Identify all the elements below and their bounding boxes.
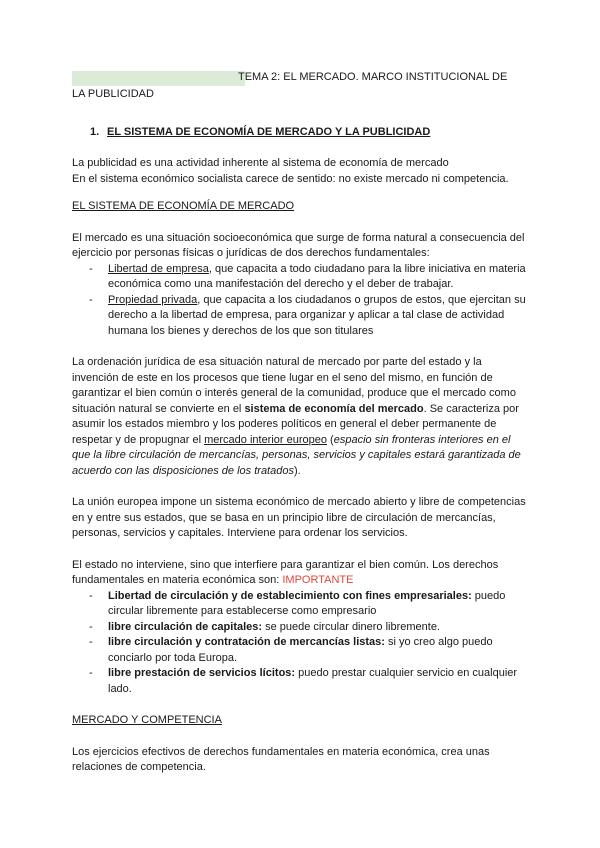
section-heading-text: EL SISTEMA DE ECONOMÍA DE MERCADO Y LA PUBLICIDAD <box>107 125 431 138</box>
section-heading <box>90 125 528 141</box>
list-item-term: libre prestación de servicios lícitos: <box>108 667 296 679</box>
list-item-text: , que capacita a todo ciudadano para la libre iniciativa en materia económica como una manifestación del derecho y el deber de trabajar. <box>108 262 526 290</box>
list-item-text: si yo creo algo puedo conciarlo por toda Europa. <box>108 636 493 664</box>
document-page <box>72 70 528 776</box>
intro-line-1: La publicidad es una actividad inherente al sistema de economía de mercado <box>72 157 449 169</box>
list-item-text: puedo prestar cualquier servicio en cualquier lado. <box>108 667 518 695</box>
list-item <box>72 293 528 340</box>
intro-line-2: En el sistema económico socialista carece de sentido: no existe mercado ni competencia. <box>72 172 509 185</box>
paragraph-text: La ordenación jurídica de esa situación natural de mercado por parte del estado y la invención de este en los procesos que tiene lugar en el seno del mismo, en función de garantizar el bien común o interés general de la comunidad, produce que el mercado como situación natural se convierte en el <box>72 356 516 415</box>
document-title <box>72 70 528 86</box>
list-item <box>72 262 528 293</box>
title-highlight <box>72 71 245 86</box>
bold-term: sistema de economía del mercado <box>244 402 424 415</box>
dash-bullet: - <box>89 636 93 648</box>
list-item-term: Propiedad privada <box>108 293 198 306</box>
list-item-text: se puede circular dinero libremente. <box>262 620 440 633</box>
dash-bullet: - <box>89 293 93 306</box>
list-item-term: Libertad de empresa <box>108 262 209 275</box>
title-topic-name: : EL MERCADO. MARCO INSTITUCIONAL DE <box>277 71 508 83</box>
subsection-heading-market-economy: EL SISTEMA DE ECONOMÍA DE MERCADO <box>72 200 295 212</box>
list-item <box>72 620 528 636</box>
paragraph-text: . Se caracteriza por asumir los estados miembro y los poderes políticos en general el deber permanente de respetar y de propugnar el <box>72 402 519 446</box>
list-item <box>72 589 528 620</box>
subsection-heading-competition: MERCADO Y COMPETENCIA <box>72 714 222 726</box>
paragraph-eu: La unión europea impone un sistema económico de mercado abierto y libre de competencias en y entre sus estados, que se basa en un principio libre de circulación de mercancías, personas, servicios y capitales. Interviene para ordenar los servicios. <box>72 496 526 539</box>
paragraph-state <box>72 558 528 589</box>
italic-definition: espacio sin fronteras interiores en el que la libre circulación de mercancías, personas, servicios y capitales estará garantizada de acuerdo con las disposiciones de los tratados <box>72 433 521 477</box>
underlined-term: mercado interior europeo <box>204 433 327 446</box>
list-item-term: libre circulación de capitales: <box>108 620 263 633</box>
title-topic-number: TEMA 2 <box>238 71 278 83</box>
paragraph-legal-ordering <box>72 355 528 479</box>
fundamental-rights-list <box>72 262 528 340</box>
paragraph-competition: Los ejercicios efectivos de derechos fundamentales en materia económica, crea unas relaciones de competencia. <box>72 745 490 773</box>
list-item-term: Libertad de circulación y de establecimiento con fines empresariales: <box>108 589 472 602</box>
paragraph-text: ( <box>327 433 334 446</box>
title-text <box>238 70 507 86</box>
section-number: 1. <box>90 125 100 138</box>
dash-bullet: - <box>89 667 93 679</box>
list-item <box>72 635 528 666</box>
important-label: IMPORTANTE <box>282 574 354 586</box>
list-item <box>72 666 528 697</box>
list-item-term: libre circulación y contratación de mercancías listas: <box>108 636 385 648</box>
title-line-2: LA PUBLICIDAD <box>72 88 154 100</box>
dash-bullet: - <box>89 262 93 275</box>
list-item-text: , que capacita a los ciudadanos o grupos de estos, que ejercitan su derecho a la libertad de empresa, para organizar y aplicar a tal clase de actividad humana los bienes y derechos de los que son titulares <box>108 293 526 337</box>
paragraph-text: El estado no interviene, sino que interfiere para garantizar el bien común. Los derechos fundamentales en materia económica son: <box>72 558 499 586</box>
economic-rights-list <box>72 589 528 698</box>
dash-bullet: - <box>89 589 93 602</box>
list-item-text: puedo circular libremente para establecerse como empresario <box>108 589 506 617</box>
paragraph-text: ). <box>293 464 301 477</box>
paragraph-market-definition: El mercado es una situación socioeconómica que surge de forma natural a consecuencia del ejercicio por personas físicas o jurídicas de dos derechos fundamentales: <box>72 231 525 259</box>
dash-bullet: - <box>89 620 93 633</box>
